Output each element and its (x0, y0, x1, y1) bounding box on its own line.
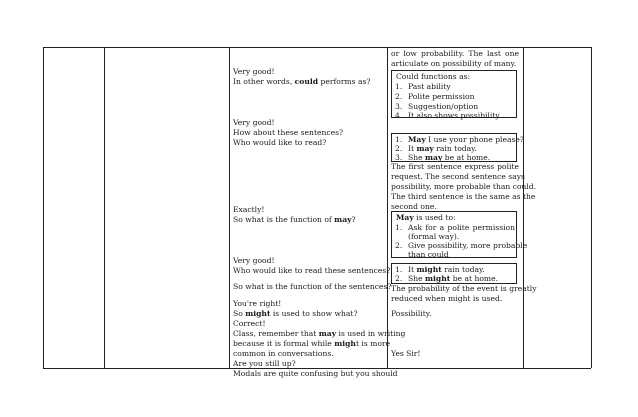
student-line: possibility, more probable than could. (391, 182, 537, 191)
table-column-line (591, 47, 592, 368)
teacher-line: So what is the function of may? (233, 215, 356, 224)
teacher-line: Modals are quite confusing but you should (233, 369, 398, 378)
teacher-line: So might is used to show what? (233, 309, 358, 318)
may-sentences-box: 1. May I use your phone please? 2. It may rain today. 3. She may be at home. (391, 133, 517, 162)
table-column-line (43, 47, 44, 368)
table-top-border (43, 47, 591, 48)
student-line: reduced when might is used. (391, 294, 503, 303)
table-column-line (104, 47, 105, 368)
student-line: The probability of the event is greatly (391, 284, 537, 293)
could-functions-box: Could functions as: 1. Past ability 2. Polite permission 3. Suggestion/option 4. It also shows possibility. (391, 70, 517, 118)
teacher-line: You're right! (233, 299, 282, 308)
box-heading: May is used to: (396, 213, 456, 222)
teacher-line: Very good! (233, 256, 275, 265)
teacher-line: Exactly! (233, 205, 265, 214)
teacher-line: Who would like to read these sentences? (233, 266, 391, 275)
might-sentences-box: 1. It might rain today. 2. She might be at home. (391, 263, 517, 284)
student-line: Yes Sir! (391, 349, 421, 358)
teacher-line: common in conversations. (233, 349, 334, 358)
student-line: Possibility. (391, 309, 432, 318)
teacher-line: So what is the function of the sentences? (233, 282, 392, 291)
student-line: second one. (391, 202, 437, 211)
teacher-line: In other words, could performs as? (233, 77, 371, 86)
teacher-line: Who would like to read? (233, 138, 327, 147)
student-line: The first sentence express polite (391, 162, 519, 171)
box-heading: Could functions as: (396, 72, 471, 81)
teacher-line: Class, remember that may is used in writing (233, 329, 406, 338)
teacher-line: Very good! (233, 67, 275, 76)
teacher-line: How about these sentences? (233, 128, 344, 137)
teacher-line: Correct! (233, 319, 266, 328)
table-column-line (229, 47, 230, 368)
teacher-line: Are you still up? (233, 359, 296, 368)
table-column-line (523, 47, 524, 368)
student-line: The third sentence is the same as the (391, 192, 536, 201)
table-column-line (387, 47, 388, 368)
student-line: request. The second sentence says (391, 172, 525, 181)
student-line: articulate on possibility of many. (391, 59, 517, 68)
student-line: or low probability. The last one (391, 49, 519, 58)
teacher-line: because it is formal while might is more (233, 339, 391, 348)
teacher-line: Very good! (233, 118, 275, 127)
may-function-box: May is used to: 1. Ask for a polite permission (formal way). 2. Give possibility, more probable than could (391, 211, 517, 258)
